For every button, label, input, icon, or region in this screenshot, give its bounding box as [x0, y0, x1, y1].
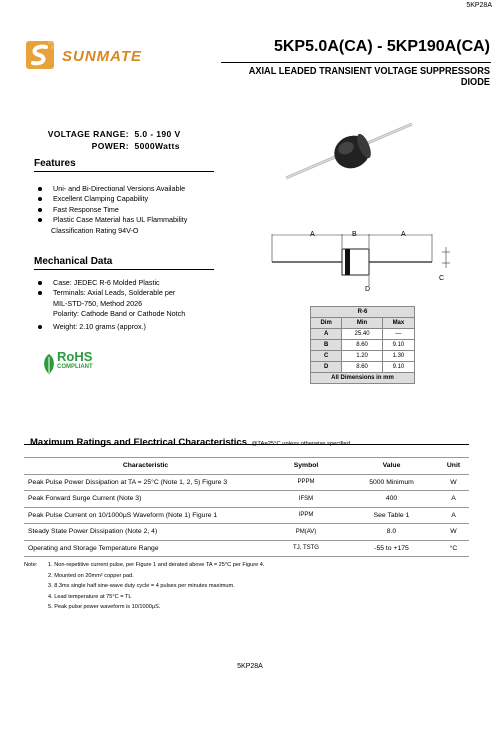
dim-label-d: D: [365, 286, 371, 293]
electrical-table: [24, 457, 469, 557]
table-cell: A: [438, 491, 469, 508]
features-list: [36, 184, 187, 236]
voltage-value: 5.0 - 190 V: [134, 129, 181, 139]
leaf-icon: [42, 353, 56, 375]
table-header: Min: [342, 318, 383, 329]
table-cell: 8.0: [345, 524, 438, 541]
note-item: 4. Lead temperature at 75°C = TL: [48, 593, 132, 600]
mechanical-heading: Mechanical Data: [34, 256, 113, 267]
table-row: [24, 491, 469, 508]
power-label: POWER:: [91, 141, 129, 151]
table-row: [24, 507, 469, 524]
note-item: 3. 8.3ms single half sine-wave duty cycle = 4 pulses per minutes maximum.: [48, 583, 235, 589]
list-item: Terminals: Axial Leads, Solderable per: [36, 288, 185, 298]
table-cell: C: [311, 351, 342, 362]
table-cell: Operating and Storage Temperature Range: [24, 540, 267, 557]
mechanical-divider: [34, 269, 214, 270]
table-row: [24, 524, 469, 541]
table-header: Unit: [438, 458, 469, 475]
table-header: Max: [382, 318, 414, 329]
table-cell: A: [311, 329, 342, 340]
table-header: Characteristic: [24, 458, 267, 475]
max-ratings-divider: [24, 444, 469, 445]
mechanical-list: [36, 278, 185, 332]
table-cell: —: [382, 329, 414, 340]
features-heading: Features: [34, 158, 76, 169]
table-row: [311, 362, 415, 373]
dim-label-a-right: A: [401, 231, 406, 238]
list-item: Fast Response Time: [36, 205, 187, 215]
note-item: 1. Non-repetitive current pulse, per Figure 1 and derated above TA = 25°C per Figure 4.: [48, 562, 265, 568]
table-header: Symbol: [267, 458, 345, 475]
table-cell: -55 to +175: [345, 540, 438, 557]
table-cell: Steady State Power Dissipation (Note 2, 4): [24, 524, 267, 541]
list-item-continuation: MIL-STD-750, Method 2026: [53, 298, 143, 308]
list-item: Uni- and Bi-Directional Versions Available: [36, 184, 187, 194]
table-cell: Peak Pulse Power Dissipation at TA = 25°C (Note 1, 2, 5) Figure 3: [24, 474, 267, 491]
logo-wordmark: SUNMATE: [62, 48, 143, 65]
list-item: Excellent Clamping Capability: [36, 194, 187, 204]
table-cell: 5000 Minimum: [345, 474, 438, 491]
table-cell: W: [438, 474, 469, 491]
dim-label-a: A: [310, 231, 315, 238]
table-cell: 400: [345, 491, 438, 508]
part-reference-footer: 5KP28A: [237, 663, 263, 670]
dimension-table: [310, 306, 415, 384]
table-row: [311, 329, 415, 340]
max-ratings-condition: @TA=25°C unless otherwise specified: [251, 441, 350, 447]
table-header: Dim: [311, 318, 342, 329]
table-cell: TJ, TSTG: [267, 540, 345, 557]
table-cell: °C: [438, 540, 469, 557]
list-item-continuation: Classification Rating 94V-O: [51, 225, 139, 235]
table-cell: 9.10: [382, 340, 414, 351]
table-cell: 25.40: [342, 329, 383, 340]
table-row: [24, 474, 469, 491]
dimension-drawing: [270, 222, 470, 294]
page-title: 5KP5.0A(CA) - 5KP190A(CA): [273, 38, 490, 55]
table-cell: 8.60: [342, 340, 383, 351]
page-subtitle: AXIAL LEADED TRANSIENT VOLTAGE SUPPRESSORS DIODE: [248, 66, 490, 88]
max-ratings-heading: Maximum Ratings and Electrical Characteristics: [30, 437, 247, 448]
table-row: [311, 340, 415, 351]
dim-label-c: C: [439, 275, 445, 282]
table-cell: 1.30: [382, 351, 414, 362]
table-cell: IPPM: [267, 507, 345, 524]
dim-label-b: B: [352, 231, 357, 238]
table-cell: 9.10: [382, 362, 414, 373]
table-cell: D: [311, 362, 342, 373]
table-cell: IFSM: [267, 491, 345, 508]
list-item: Plastic Case Material has UL Flammability: [36, 215, 187, 225]
table-cell: PPPM: [267, 474, 345, 491]
table-cell: 1.20: [342, 351, 383, 362]
notes-label: Note:: [24, 562, 38, 568]
title-divider: [221, 62, 491, 63]
table-header: Value: [345, 458, 438, 475]
list-item: Weight: 2.10 grams (approx.): [36, 322, 185, 332]
note-item: 2. Mounted on 20mm² copper pad.: [48, 572, 134, 579]
table-cell: See Table 1: [345, 507, 438, 524]
table-cell: 8.60: [342, 362, 383, 373]
table-row: [24, 540, 469, 557]
diode-photo: [280, 116, 420, 188]
note-item: 5. Peak pulse power waveform is 10/1000μS.: [48, 604, 161, 610]
rohs-label: RoHS: [57, 349, 93, 364]
ratings-summary: [34, 128, 181, 152]
notes: [24, 560, 264, 613]
package-name: R-6: [311, 307, 415, 318]
table-cell: Peak Forward Surge Current (Note 3): [24, 491, 267, 508]
max-ratings-header: [30, 432, 350, 450]
table-footer: All Dimensions in mm: [311, 373, 415, 384]
table-row: [311, 351, 415, 362]
power-value: 5000Watts: [134, 141, 180, 151]
sunmate-logo-icon: [26, 41, 54, 69]
list-item: Case: JEDEC R-6 Molded Plastic: [36, 278, 185, 288]
table-cell: PM(AV): [267, 524, 345, 541]
table-cell: A: [438, 507, 469, 524]
table-cell: B: [311, 340, 342, 351]
list-item-continuation: Polarity: Cathode Band or Cathode Notch: [53, 309, 186, 319]
table-cell: Peak Pulse Current on 10/1000μS Waveform (Note 1) Figure 1: [24, 507, 267, 524]
rohs-compliant-label: COMPLIANT: [57, 364, 93, 370]
part-reference-top: 5KP28A: [466, 2, 492, 9]
table-cell: W: [438, 524, 469, 541]
voltage-label: VOLTAGE RANGE:: [47, 129, 129, 139]
features-divider: [34, 171, 214, 172]
